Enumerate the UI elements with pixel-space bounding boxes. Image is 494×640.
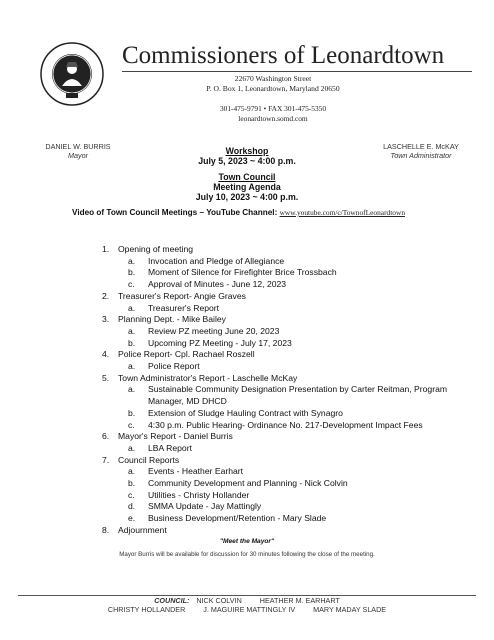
agenda-item-number: 4. — [102, 349, 110, 360]
agenda-subitem-text: Business Development/Retention - Mary Slade — [148, 513, 327, 524]
council-member: NICK COLVIN — [196, 596, 242, 605]
agenda-subitem — [128, 267, 482, 279]
agenda-subitem-text: Invocation and Pledge of Allegiance — [148, 255, 285, 266]
agenda-subitem-letter: b. — [128, 407, 136, 418]
council-heading — [60, 172, 434, 202]
agenda-item — [102, 455, 482, 467]
agenda-item-number: 3. — [102, 314, 110, 325]
phone-fax: 301-475-9791 • FAX 301-475-5350 — [219, 104, 327, 113]
youtube-link[interactable]: www.youtube.com/c/TownofLeonardtown — [279, 208, 406, 217]
agenda-subitem-text: Sustainable Community Designation Presentation by Carter Reitman, Program Manager, MD DHCD — [148, 384, 448, 407]
council-member: HEATHER M. EARHART — [259, 596, 340, 605]
agenda-item — [102, 244, 482, 256]
contact-block — [168, 104, 378, 124]
agenda-subitem-text: Police Report — [148, 361, 200, 372]
agenda-subitem-letter: a. — [128, 466, 136, 477]
agenda-subitem — [128, 303, 482, 315]
agenda-subitem-letter: b. — [128, 337, 136, 348]
agenda-item — [102, 431, 482, 443]
agenda-item — [102, 349, 482, 361]
agenda-subitem-letter: c. — [128, 489, 135, 500]
agenda-subitem-text: Approval of Minutes - June 12, 2023 — [148, 279, 287, 290]
agenda-subitem-letter: a. — [128, 302, 136, 313]
agenda-subitem-letter: a. — [128, 442, 136, 453]
agenda-subitem-letter: e. — [128, 513, 136, 524]
agenda-subitem-letter: a. — [128, 325, 136, 336]
org-title: Commissioners of Leonardtown — [122, 42, 445, 69]
agenda-subitem-text: Events - Heather Earhart — [148, 466, 244, 477]
council-member: MARY MADAY SLADE — [313, 605, 387, 614]
mayor-title: Mayor — [68, 151, 88, 160]
agenda-subitem-letter: a. — [128, 361, 136, 372]
agenda-item-text: Planning Dept. - Mike Bailey — [118, 314, 226, 325]
mayor-name: DANIEL W. BURRIS — [45, 142, 111, 151]
agenda-subitem-text: SMMA Update - Jay Mattingly — [148, 501, 262, 512]
agenda-item-text: Treasurer's Report- Angie Graves — [118, 290, 246, 301]
agenda-item-number: 6. — [102, 431, 110, 442]
agenda-subitem — [128, 408, 482, 420]
agenda-item-text: Police Report- Cpl. Rachael Roszell — [118, 349, 255, 360]
council-date: July 10, 2023 ~ 4:00 p.m. — [195, 192, 299, 202]
agenda-item — [102, 373, 482, 385]
agenda-subitem-text: LBA Report — [148, 442, 192, 453]
agenda-subitem-text: 4:30 p.m. Public Hearing- Ordinance No. 217-Development Impact Fees — [148, 419, 423, 430]
workshop-date: July 5, 2023 ~ 4:00 p.m. — [198, 156, 296, 166]
agenda-subitem — [128, 443, 482, 455]
agenda-subitem-letter: a. — [128, 384, 136, 395]
agenda-item-number: 1. — [102, 244, 110, 254]
agenda-subitem — [128, 501, 482, 513]
agenda-subitem — [128, 420, 482, 432]
agenda-subitem-letter: c. — [128, 419, 135, 430]
agenda-subitem — [128, 513, 482, 525]
agenda-subitem-letter: b. — [128, 267, 136, 278]
agenda-subitem — [128, 326, 482, 338]
agenda-item-text: Council Reports — [118, 454, 180, 465]
agenda-item-number: 5. — [102, 372, 110, 383]
agenda-subitem — [128, 361, 482, 373]
agenda-item-text: Town Administrator's Report - Laschelle McKay — [118, 372, 298, 383]
council-member: J. MAGUIRE MATTINGLY IV — [203, 605, 296, 614]
agenda-subitem-text: Community Development and Planning - Nick Colvin — [148, 478, 348, 489]
agenda-subitem-text: Treasurer's Report — [148, 302, 220, 313]
agenda-subitem — [128, 256, 482, 268]
council-label: COUNCIL: — [154, 596, 190, 605]
website[interactable]: leonardtown.somd.com — [238, 114, 308, 123]
meet-mayor-heading: "Meet the Mayor" — [219, 538, 275, 545]
council-line-2 — [40, 605, 454, 614]
agenda-subitem-text: Moment of Silence for Firefighter Brice Trossbach — [148, 267, 337, 278]
agenda-subitem — [128, 466, 482, 478]
agenda-item-number: 2. — [102, 290, 110, 301]
video-label: Video of Town Council Meetings – YouTube Channel: — [72, 208, 278, 217]
workshop-label: Workshop — [225, 146, 269, 156]
agenda-item-text: Adjournment — [118, 524, 167, 535]
town-seal — [40, 42, 104, 106]
address-street: 22670 Washington Street — [234, 74, 312, 83]
agenda-item-number: 7. — [102, 454, 110, 465]
agenda-subitem-letter: a. — [128, 255, 136, 266]
administrator-title: Town Administrator — [390, 151, 452, 160]
agenda-subitem — [128, 279, 482, 291]
address-po-box: P. O. Box 1, Leonardtown, Maryland 20650 — [206, 84, 340, 93]
agenda-subitem-text: Upcoming PZ Meeting - July 17, 2023 — [148, 337, 292, 348]
agenda-subitem — [128, 338, 482, 350]
council-line-1 — [60, 596, 434, 605]
agenda-item — [102, 314, 482, 326]
agenda-list — [102, 244, 482, 537]
administrator-name: LASCHELLE E. McKAY — [383, 142, 459, 151]
workshop-heading — [60, 146, 434, 166]
agenda-subitem — [128, 384, 482, 407]
agenda-item-text: Mayor's Report - Daniel Burris — [118, 431, 233, 442]
agenda-subitem-text: Extension of Sludge Hauling Contract with Synagro — [148, 407, 343, 418]
agenda-item-text: Opening of meeting — [118, 244, 194, 254]
agenda-subitem — [128, 478, 482, 490]
video-line — [72, 208, 492, 217]
meet-mayor-note: Mayor Burris will be available for discussion for 30 minutes following the close of the meeting. — [119, 551, 375, 558]
agenda-subitem-text: Review PZ meeting June 20, 2023 — [148, 325, 280, 336]
agenda-subitem — [128, 490, 482, 502]
agenda-subitem-letter: c. — [128, 279, 135, 290]
agenda-item — [102, 291, 482, 303]
agenda-subitem-text: Utilities - Christy Hollander — [148, 489, 250, 500]
council-label: Town Council — [218, 172, 276, 182]
agenda-label: Meeting Agenda — [213, 182, 281, 192]
council-member: CHRISTY HOLLANDER — [107, 605, 186, 614]
address-block — [168, 74, 378, 94]
agenda-item-number: 8. — [102, 524, 110, 535]
agenda-subitem-letter: b. — [128, 478, 136, 489]
agenda-item — [102, 525, 482, 537]
header-rule — [122, 71, 472, 72]
agenda-subitem-letter: d. — [128, 501, 136, 512]
